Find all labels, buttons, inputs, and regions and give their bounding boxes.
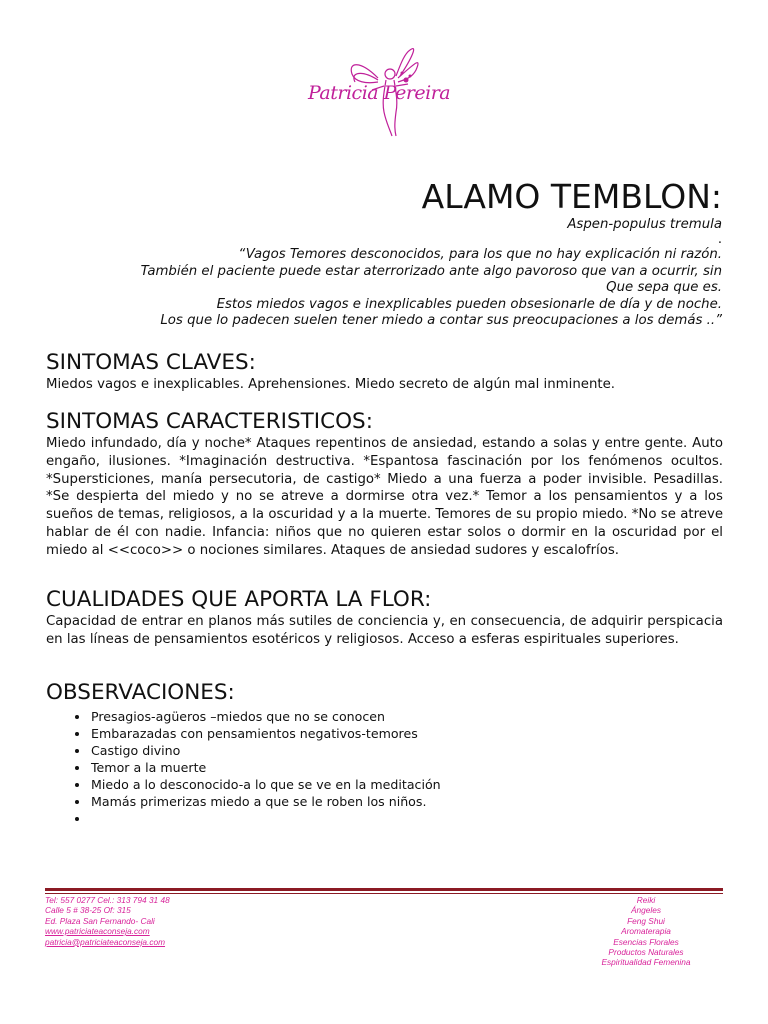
list-item: • Miedo a lo desconocido-a lo que se ve en la meditación xyxy=(90,776,723,793)
title-block xyxy=(42,176,722,330)
footer-divider xyxy=(45,888,723,891)
quote-line: Que sepa que es. xyxy=(606,280,722,296)
list-item xyxy=(90,810,723,827)
page-subtitle: Aspen-populus tremula xyxy=(567,217,722,232)
quote-line: Los que lo padecen suelen tener miedo a contar sus preocupaciones a los demás ..” xyxy=(160,313,722,329)
service-item: Reiki xyxy=(636,895,656,905)
section-heading: OBSERVACIONES: xyxy=(46,680,235,705)
page-title: ALAMO TEMBLON: xyxy=(421,177,722,216)
service-item: Feng Shui xyxy=(627,915,665,926)
service-item: Aromaterapia xyxy=(621,926,671,937)
section-body: Capacidad de entrar en planos más sutiles de conciencia y, en consecuencia, de adquirir perspicacia en las líneas de pensamientos esotéricos y religiosos. Acceso a esferas espirituales superiores. xyxy=(46,614,723,647)
contact-building: Ed. Plaza San Fernando- Cali xyxy=(45,915,155,926)
footer-divider xyxy=(45,893,723,894)
list-item: • Mamás primerizas miedo a que se le roben los niños. xyxy=(90,793,723,810)
section-body: Miedos vagos e inexplicables. Aprehensiones. Miedo secreto de algún mal inminente. xyxy=(46,377,615,392)
quote-line: También el paciente puede estar aterrorizado ante algo pavoroso que van a ocurrir, sin xyxy=(140,263,722,279)
footer-services xyxy=(571,895,721,968)
quote-line: “Vagos Temores desconocidos, para los que no hay explicación ni razón. xyxy=(238,247,722,262)
section-heading: CUALIDADES QUE APORTA LA FLOR: xyxy=(46,587,432,612)
footer-contact xyxy=(45,895,170,947)
service-item: Ángeles xyxy=(631,905,661,916)
section-observaciones xyxy=(46,680,723,827)
intro-quote xyxy=(42,247,722,330)
quote-line: Estos miedos vagos e inexplicables pueden obsesionarle de día y de noche. xyxy=(216,296,722,312)
observations-list xyxy=(46,708,723,827)
section-cualidades xyxy=(46,587,723,649)
section-sintomas-caracteristicos xyxy=(46,409,723,560)
contact-address: Calle 5 # 38-25 Of: 315 xyxy=(45,905,131,916)
list-item: • Presagios-agüeros –miedos que no se conocen xyxy=(90,708,723,725)
website-link[interactable]: www.patriciateaconseja.com xyxy=(45,926,150,937)
separator-dot: . xyxy=(717,232,722,247)
section-sintomas-claves xyxy=(46,350,723,394)
contact-phone: Tel: 557 0277 Cel.: 313 794 31 48 xyxy=(45,895,170,905)
service-item: Productos Naturales xyxy=(608,947,684,958)
email-link[interactable]: patricia@patriciateaconseja.com xyxy=(45,936,166,947)
list-item: • Embarazadas con pensamientos negativos-temores xyxy=(90,725,723,742)
brand-logo xyxy=(300,40,470,140)
section-body: Miedo infundado, día y noche* Ataques repentinos de ansiedad, estando a solas y entre gente. Auto engaño, ilusiones. *Imaginación destructiva. *Espantosa fascinación por los fenómenos ocultos. *Supersticiones, manía persecutoria, de castigo* Miedo a una fuerza a poder invisible. Pesadillas. *Se despierta del miedo y no se atreve a dormirse otra vez.* Temor a los pensamientos y a los sueños de temas, religiosos, a la oscuridad y a la muerte. Temores de su propio miedo. *No se atreve hablar de él con nadie. Infancia: niños que no quieren estar solos o dormir en la oscuridad por el miedo al <<coco>> o nociones similares. Ataques de ansiedad sudores y escalofríos. xyxy=(46,436,723,558)
service-item: Espiritualidad Femenina xyxy=(601,957,691,968)
service-item: Esencias Florales xyxy=(613,936,679,947)
section-heading: SINTOMAS CLAVES: xyxy=(46,350,256,375)
brand-name: Patricia Pereira xyxy=(308,82,451,104)
section-heading: SINTOMAS CARACTERISTICOS: xyxy=(46,409,373,434)
list-item: • Castigo divino xyxy=(90,742,723,759)
list-item: • Temor a la muerte xyxy=(90,759,723,776)
